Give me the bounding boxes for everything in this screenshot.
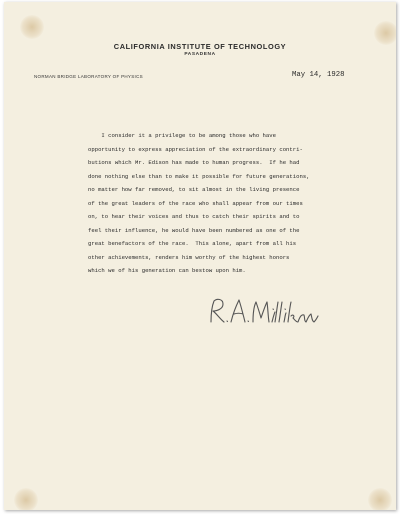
body-line: great benefactors of the race. This alone, apart from all his: [88, 240, 297, 248]
letter-body: [88, 129, 368, 278]
paper-stain: [368, 488, 392, 510]
handwritten-signature: [205, 294, 325, 328]
body-line: butions which Mr. Edison has made to human progress. If he had: [88, 159, 300, 167]
body-line: done nothing else than to make it possible for future generations,: [88, 172, 310, 180]
body-line: which we of his generation can bestow upon him.: [88, 267, 246, 275]
body-line: of the great leaders of the race who shall appear from our times: [88, 199, 303, 207]
letterhead-institution: CALIFORNIA INSTITUTE OF TECHNOLOGY: [113, 42, 287, 51]
letter-sheet: [4, 2, 396, 510]
body-line: other achievements, renders him worthy of the highest honors: [88, 253, 290, 261]
paper-stain: [14, 488, 38, 510]
letterhead-laboratory: NORMAN BRIDGE LABORATORY OF PHYSICS: [34, 74, 143, 79]
body-line: feel their influence, he would have been numbered as one of the: [88, 226, 300, 234]
letter-date: May 14, 1928: [292, 71, 345, 79]
body-line: opportunity to express appreciation of the extraordinary contri-: [88, 145, 303, 153]
body-line: on, to hear their voices and thus to catch their spirits and to: [88, 213, 300, 221]
letterhead-city: PASADENA: [184, 52, 216, 57]
paper-stain: [20, 15, 44, 39]
body-line: no matter how far removed, to sit almost in the living presence: [88, 186, 300, 194]
body-line: I consider it a privilege to be among those who have: [88, 132, 276, 139]
